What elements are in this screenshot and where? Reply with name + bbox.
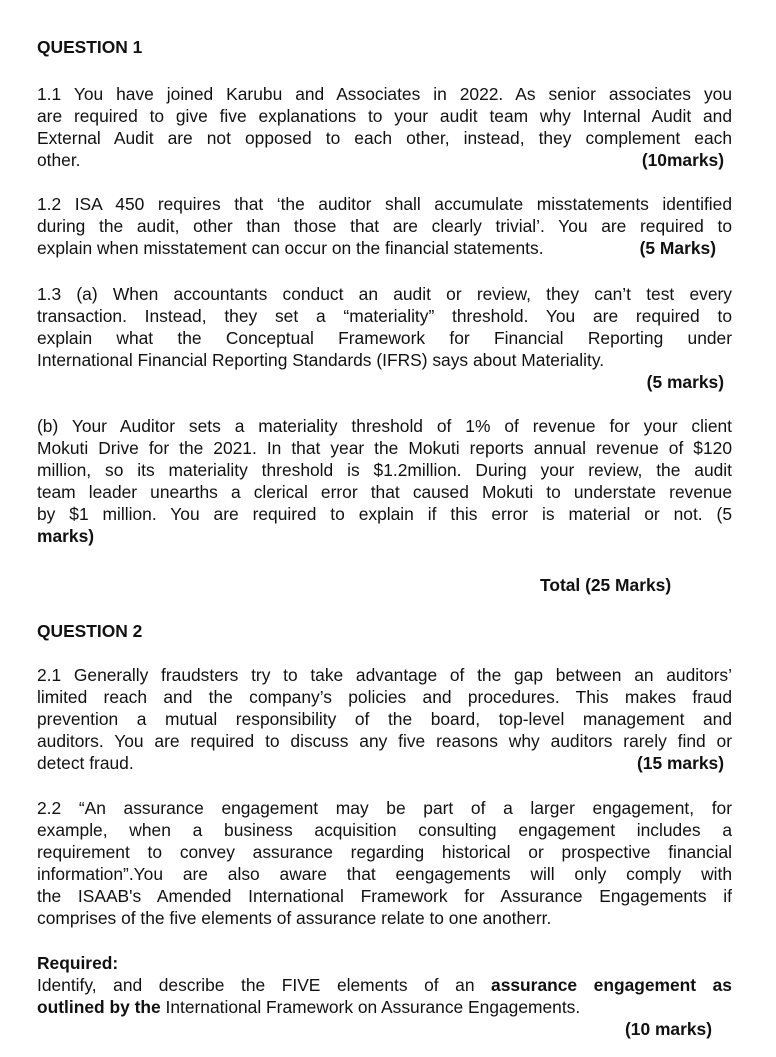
- required-line-2-bold: outlined by the: [37, 997, 161, 1017]
- question-2-required: [37, 952, 732, 1040]
- required-line-1-bold: assurance engagement as: [491, 975, 732, 995]
- q1-3a-line: explain what the Conceptual Framework for Financial Reporting under: [37, 328, 732, 348]
- q1-1-final-row: [37, 149, 732, 171]
- required-marks: (10 marks): [624, 1019, 712, 1039]
- q2-2-line: information”.You are also aware that eengagements will only comply with: [37, 864, 732, 884]
- q1-3a-line: 1.3 (a) When accountants conduct an audit or review, they can’t test every: [37, 284, 732, 304]
- q1-3b-line: team leader unearths a clerical error that caused Mokuti to understate revenue: [37, 482, 732, 502]
- question-1-heading: QUESTION 1: [37, 37, 143, 57]
- q1-1-line: External Audit are not opposed to each other, instead, they complement each: [37, 128, 732, 148]
- question-1-3a: [37, 283, 732, 393]
- question-2-heading: QUESTION 2: [37, 621, 143, 641]
- q1-1-line: are required to give five explanations to your audit team why Internal Audit and: [37, 106, 732, 126]
- q2-1-line: prevention a mutual responsibility of the board, top-level management and: [37, 709, 732, 729]
- required-line-1: [37, 974, 732, 996]
- q1-3a-line: transaction. Instead, they set a “materiality” threshold. You are required to: [37, 306, 732, 326]
- q1-1-line: 1.1 You have joined Karubu and Associates in 2022. As senior associates you: [37, 84, 732, 104]
- q1-2-line: during the audit, other than those that are clearly trivial’. You are required to: [37, 216, 732, 236]
- q1-3a-last-line: International Financial Reporting Standards (IFRS) says about Materiality.: [37, 350, 605, 370]
- q1-2-last-line: explain when misstatement can occur on the financial statements.: [37, 238, 544, 258]
- required-line-2: [37, 996, 732, 1018]
- q1-3b-line: Mokuti Drive for the 2021. In that year the Mokuti reports annual revenue of $120: [37, 438, 732, 458]
- q2-1-line: limited reach and the company’s policies and procedures. This makes fraud: [37, 687, 732, 707]
- q1-3b-line: (b) Your Auditor sets a materiality threshold of 1% of revenue for your client: [37, 416, 732, 436]
- q2-2-last-line: comprises of the five elements of assurance relate to one anotherr.: [37, 908, 552, 928]
- q2-2-line: requirement to convey assurance regarding historical or prospective financial: [37, 842, 732, 862]
- q1-2-line: 1.2 ISA 450 requires that ‘the auditor shall accumulate misstatements identified: [37, 194, 732, 214]
- q1-3b-line: by $1 million. You are required to explain if this error is material or not. (5: [37, 504, 732, 524]
- q2-2-line: example, when a business acquisition consulting engagement includes a: [37, 820, 732, 840]
- question-1-3b: [37, 415, 732, 547]
- question-2-2: [37, 797, 732, 929]
- q1-3a-marks: (5 marks): [646, 372, 724, 392]
- q2-2-line: 2.2 “An assurance engagement may be part of a larger engagement, for: [37, 798, 732, 818]
- q2-2-line: the ISAAB's Amended International Framework for Assurance Engagements if: [37, 886, 732, 906]
- question-1-2: [37, 193, 732, 259]
- required-line-2-text: International Framework on Assurance Engagements.: [160, 997, 581, 1017]
- required-label: Required:: [37, 953, 119, 973]
- question-2-1: [37, 664, 732, 774]
- q1-3b-last-line: marks): [37, 526, 95, 546]
- required-line-1-text: Identify, and describe the FIVE elements of an: [37, 975, 492, 995]
- q2-1-last-line: detect fraud.: [37, 753, 134, 773]
- q2-1-line: 2.1 Generally fraudsters try to take advantage of the gap between an auditors’: [37, 665, 732, 685]
- q1-2-marks: (5 Marks): [639, 238, 716, 258]
- q1-1-last-line: other.: [37, 150, 81, 170]
- q1-2-final-row: [37, 237, 732, 259]
- question-1-total: Total (25 Marks): [540, 575, 672, 595]
- q2-1-final-row: [37, 752, 732, 774]
- q1-3b-line: million, so its materiality threshold is $1.2million. During your review, the audit: [37, 460, 732, 480]
- q2-1-line: auditors. You are required to discuss any five reasons why auditors rarely find or: [37, 731, 732, 751]
- q2-1-marks: (15 marks): [636, 753, 724, 773]
- question-1-1: [37, 83, 732, 171]
- q1-1-marks: (10marks): [641, 150, 724, 170]
